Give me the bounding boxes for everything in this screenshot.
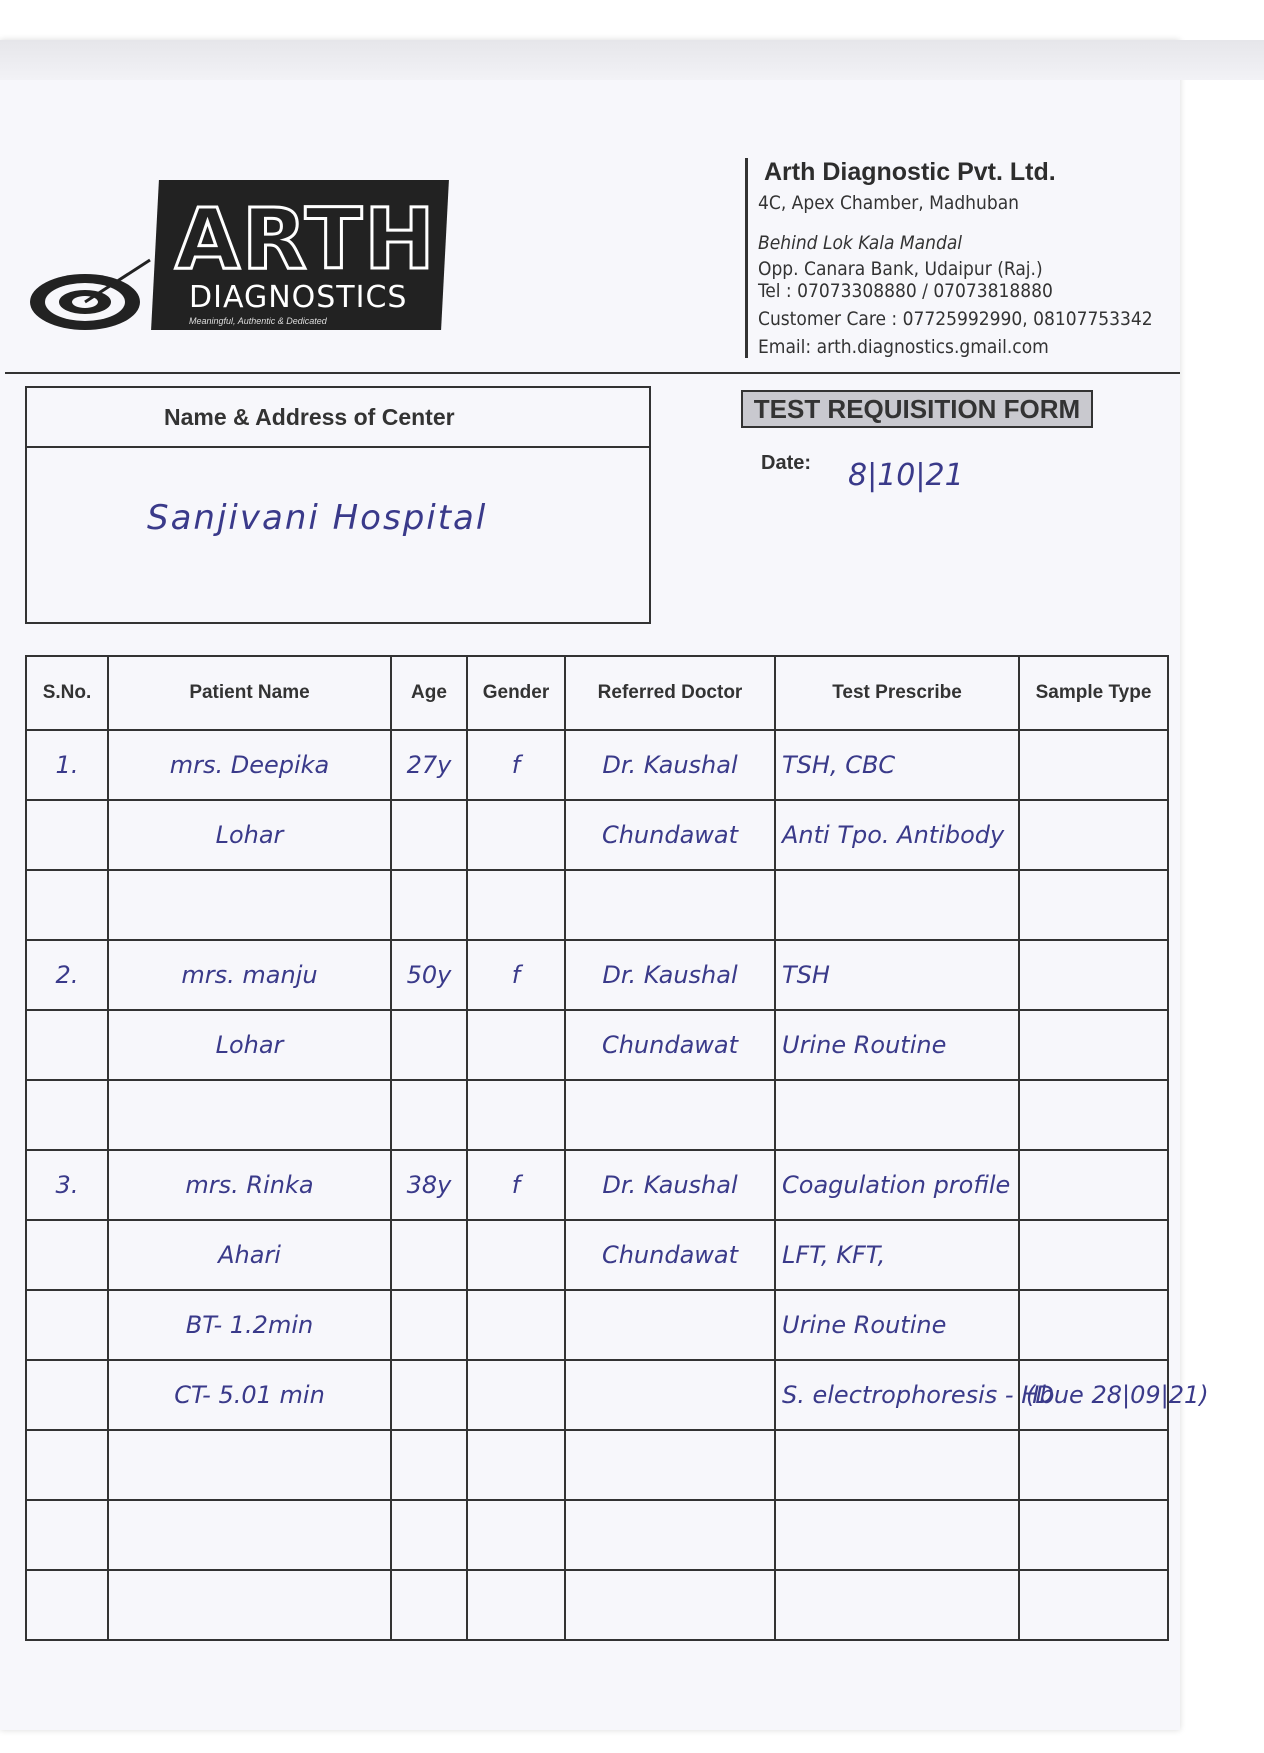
cell-age: 50y — [391, 940, 467, 1010]
table-row — [26, 940, 1168, 1010]
logo-tagline: Meaningful, Authentic & Dedicated — [189, 316, 327, 326]
cell-sno — [26, 1290, 108, 1360]
cell-age — [391, 1360, 467, 1430]
cell-patient-name — [108, 1430, 391, 1500]
date-label: Date: — [761, 452, 812, 474]
cell-age — [391, 1430, 467, 1500]
cell-test-prescribe: Urine Routine — [775, 1290, 1019, 1360]
cell-referred-doctor: Chundawat — [565, 1010, 775, 1080]
cell-patient-name — [108, 1500, 391, 1570]
cell-sno — [26, 1010, 108, 1080]
target-icon — [25, 260, 155, 335]
cell-gender — [467, 1570, 565, 1640]
arth-logo — [25, 180, 435, 335]
cell-patient-name: Ahari — [108, 1220, 391, 1290]
logo-word: ARTH — [175, 190, 437, 288]
cell-sno — [26, 800, 108, 870]
cell-patient-name: mrs. manju — [108, 940, 391, 1010]
cell-sample-type — [1019, 870, 1168, 940]
cell-referred-doctor: Chundawat — [565, 800, 775, 870]
cell-test-prescribe: Urine Routine — [775, 1010, 1019, 1080]
cell-referred-doctor: Dr. Kaushal — [565, 730, 775, 800]
cell-sample-type — [1019, 940, 1168, 1010]
cell-gender: f — [467, 940, 565, 1010]
center-heading: Name & Address of Center — [27, 388, 649, 448]
table-row — [26, 1430, 1168, 1500]
company-customer-care: Customer Care : 07725992990, 08107753342 — [758, 308, 1153, 330]
cell-patient-name: mrs. Deepika — [108, 730, 391, 800]
cell-sno: 2. — [26, 940, 108, 1010]
table-row — [26, 1150, 1168, 1220]
cell-sno: 1. — [26, 730, 108, 800]
header-sample-type: Sample Type — [1019, 656, 1168, 730]
cell-age — [391, 800, 467, 870]
cell-sno: 3. — [26, 1150, 108, 1220]
cell-sample-type — [1019, 1080, 1168, 1150]
cell-sample-type — [1019, 1430, 1168, 1500]
cell-test-prescribe: S. electrophoresis - Hb — [775, 1360, 1019, 1430]
cell-sample-type — [1019, 800, 1168, 870]
cell-sno — [26, 1570, 108, 1640]
cell-test-prescribe — [775, 870, 1019, 940]
date-field: 8|10|21 — [848, 458, 964, 493]
company-address-1: 4C, Apex Chamber, Madhuban — [758, 192, 1020, 214]
cell-gender — [467, 800, 565, 870]
header-rule — [5, 372, 1180, 374]
cell-test-prescribe — [775, 1080, 1019, 1150]
cell-sample-type — [1019, 1500, 1168, 1570]
cell-patient-name — [108, 1080, 391, 1150]
cell-test-prescribe: Anti Tpo. Antibody — [775, 800, 1019, 870]
cell-gender — [467, 1220, 565, 1290]
company-name: Arth Diagnostic Pvt. Ltd. — [764, 158, 1056, 186]
cell-sno — [26, 1360, 108, 1430]
cell-gender — [467, 1010, 565, 1080]
cell-referred-doctor: Dr. Kaushal — [565, 1150, 775, 1220]
table-row — [26, 1220, 1168, 1290]
table-header-row — [26, 656, 1168, 730]
cell-age — [391, 1500, 467, 1570]
header-patient-name: Patient Name — [108, 656, 391, 730]
table-row — [26, 1290, 1168, 1360]
cell-gender — [467, 1080, 565, 1150]
header-divider — [745, 158, 748, 358]
cell-age: 27y — [391, 730, 467, 800]
table-row — [26, 1080, 1168, 1150]
cell-age: 38y — [391, 1150, 467, 1220]
cell-sample-type — [1019, 1220, 1168, 1290]
cell-patient-name: BT- 1.2min — [108, 1290, 391, 1360]
cell-referred-doctor — [565, 1500, 775, 1570]
table-row — [26, 800, 1168, 870]
header-sno: S.No. — [26, 656, 108, 730]
company-address-2: Behind Lok Kala Mandal — [758, 232, 963, 254]
cell-referred-doctor: Dr. Kaushal — [565, 940, 775, 1010]
cell-age — [391, 1010, 467, 1080]
cell-test-prescribe: Coagulation profile — [775, 1150, 1019, 1220]
cell-sample-type — [1019, 1010, 1168, 1080]
logo-subtitle: DIAGNOSTICS — [189, 280, 408, 315]
cell-patient-name: Lohar — [108, 800, 391, 870]
table-row — [26, 1010, 1168, 1080]
company-email: Email: arth.diagnostics.gmail.com — [758, 336, 1049, 358]
cell-referred-doctor — [565, 1290, 775, 1360]
center-name-field: Sanjivani Hospital — [147, 498, 488, 538]
header-gender: Gender — [467, 656, 565, 730]
table-body — [26, 730, 1209, 1640]
company-address-3: Opp. Canara Bank, Udaipur (Raj.) — [758, 258, 1043, 280]
cell-referred-doctor — [565, 1430, 775, 1500]
company-tel: Tel : 07073308880 / 07073818880 — [758, 280, 1053, 302]
cell-patient-name: Lohar — [108, 1010, 391, 1080]
cell-gender — [467, 1500, 565, 1570]
center-box — [25, 386, 651, 624]
cell-gender — [467, 1430, 565, 1500]
table-row — [26, 1500, 1168, 1570]
cell-age — [391, 1290, 467, 1360]
cell-sno — [26, 1080, 108, 1150]
requisition-table — [25, 655, 1209, 1641]
cell-referred-doctor — [565, 1360, 775, 1430]
table-row — [26, 730, 1168, 800]
header-test-prescribe: Test Prescribe — [775, 656, 1019, 730]
cell-age — [391, 1570, 467, 1640]
cell-referred-doctor — [565, 870, 775, 940]
cell-age — [391, 870, 467, 940]
cell-sample-type — [1019, 730, 1168, 800]
cell-gender — [467, 1360, 565, 1430]
paper-fold — [0, 40, 1264, 80]
cell-age — [391, 1220, 467, 1290]
cell-test-prescribe — [775, 1430, 1019, 1500]
header-age: Age — [391, 656, 467, 730]
cell-sample-type — [1019, 1290, 1168, 1360]
cell-referred-doctor: Chundawat — [565, 1220, 775, 1290]
header-referred-doctor: Referred Doctor — [565, 656, 775, 730]
cell-sample-type — [1019, 1570, 1168, 1640]
cell-patient-name: mrs. Rinka — [108, 1150, 391, 1220]
cell-gender: f — [467, 730, 565, 800]
cell-test-prescribe: LFT, KFT, — [775, 1220, 1019, 1290]
table-row — [26, 870, 1168, 940]
cell-gender — [467, 1290, 565, 1360]
cell-sno — [26, 870, 108, 940]
cell-patient-name — [108, 870, 391, 940]
cell-sample-type: (Due 28|09|21) — [1019, 1360, 1168, 1430]
cell-sno — [26, 1220, 108, 1290]
cell-test-prescribe: TSH, CBC — [775, 730, 1019, 800]
table-row — [26, 1570, 1168, 1640]
cell-age — [391, 1080, 467, 1150]
form-title: TEST REQUISITION FORM — [741, 390, 1093, 428]
cell-gender: f — [467, 1150, 565, 1220]
cell-patient-name: CT- 5.01 min — [108, 1360, 391, 1430]
table-row — [26, 1360, 1168, 1430]
cell-test-prescribe: TSH — [775, 940, 1019, 1010]
cell-sno — [26, 1430, 108, 1500]
cell-referred-doctor — [565, 1570, 775, 1640]
cell-test-prescribe — [775, 1570, 1019, 1640]
cell-sample-type — [1019, 1150, 1168, 1220]
cell-patient-name — [108, 1570, 391, 1640]
cell-sno — [26, 1500, 108, 1570]
cell-referred-doctor — [565, 1080, 775, 1150]
cell-gender — [467, 870, 565, 940]
cell-test-prescribe — [775, 1500, 1019, 1570]
